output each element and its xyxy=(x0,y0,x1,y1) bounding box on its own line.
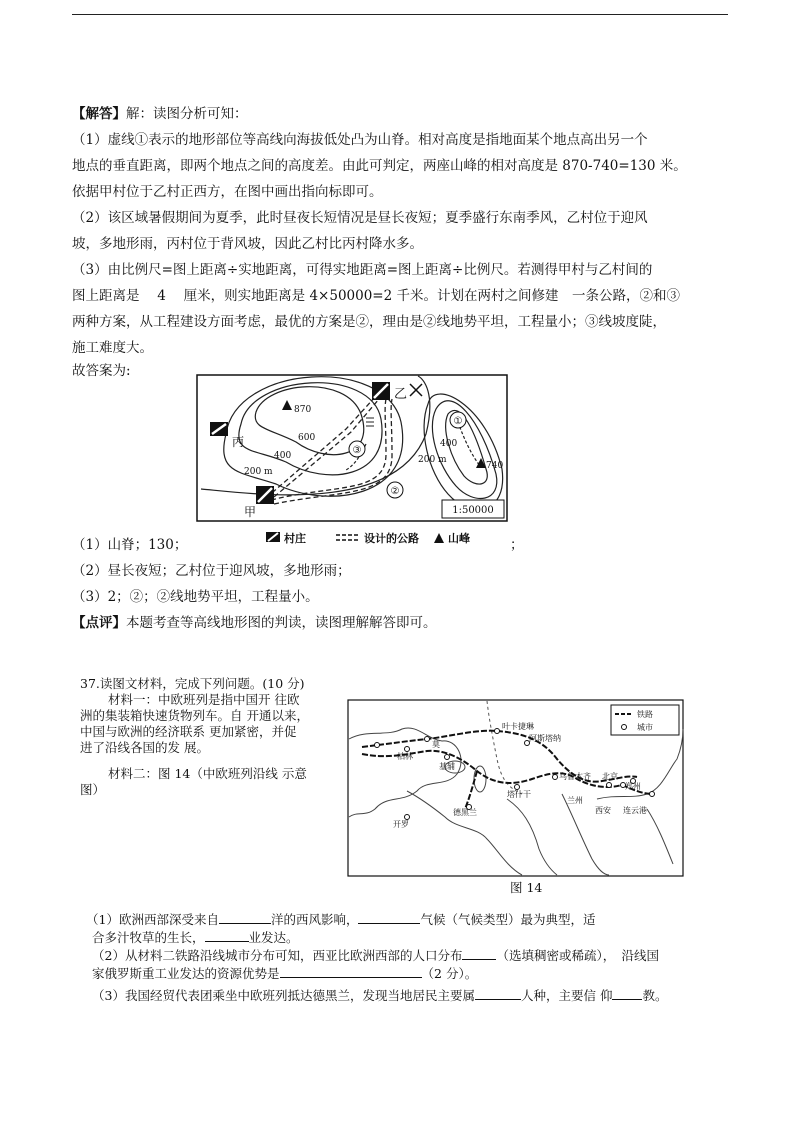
answer-p1-line2: 地点的垂直距离，即两个地点之间的高度差。由此可判定，两座山峰的相对高度是 870-740=130 米。 xyxy=(72,158,687,174)
q2-blank-density[interactable] xyxy=(462,946,496,960)
answer-p2-line1: （2）该区域暑假期间为夏季，此时昼夜长短情况是昼长夜短；夏季盛行东南季风，乙村位于迎风 xyxy=(72,210,648,226)
q3-text-b: 人种，主要信 仰 xyxy=(520,988,613,1003)
answer-p2-line2: 坡，多地形雨，丙村位于背风坡，因此乙村比丙村降水多。 xyxy=(72,236,423,252)
q3-text-c: 教。 xyxy=(642,988,668,1003)
comment xyxy=(72,614,437,632)
city-label: 阿斯塔纳 xyxy=(529,734,561,743)
material1-line1: 材料一：中欧班列是指中国开 往欧 xyxy=(108,692,300,707)
legend-peak-icon xyxy=(434,533,444,543)
city-label: 乌鲁木齐 xyxy=(559,772,591,781)
q37-sub2-line2 xyxy=(92,964,477,982)
material2-line2: 图） xyxy=(80,782,106,797)
contour-600-label: 600 xyxy=(298,433,316,443)
city-label: 北京 xyxy=(602,772,618,781)
village-jia-icon xyxy=(256,486,274,504)
city-label: 柏林 xyxy=(397,752,413,761)
answer-intro-text: 解：读图分析可知： xyxy=(126,106,248,122)
q1-text-l2b: 业发达。 xyxy=(248,930,299,945)
peak-870-label: 870 xyxy=(294,405,312,415)
comment-heading: 【点评】 xyxy=(72,615,126,631)
answer-3: （3）2；②；②线地势平坦，工程量小。 xyxy=(72,589,319,605)
city-label: 兰州 xyxy=(567,796,583,805)
answer-p1-line1: （1）虚线①表示的地形部位等高线向海拔低处凸为山脊。相对高度是指地面某个地点高出另一个 xyxy=(72,132,648,148)
q1-blank-ocean[interactable] xyxy=(219,910,271,924)
legend-city-label: 城市 xyxy=(637,723,653,732)
q37-sub3 xyxy=(92,986,667,1004)
q1-text-l2a: 合多汁牧草的生长， xyxy=(92,930,205,945)
city-label: 郑州 xyxy=(625,782,641,791)
city-label: 西安 xyxy=(595,806,611,815)
q37-sub1-line1 xyxy=(86,910,596,928)
q2-text-l2b: （2 分）。 xyxy=(421,966,478,981)
contour-400-label: 400 xyxy=(274,451,292,461)
comment-text: 本题考查等高线地形图的判读，读图理解解答即可。 xyxy=(126,615,437,631)
answer-heading: 【解答】 xyxy=(72,106,126,122)
material2-line1: 材料二：图 14（中欧班列沿线 示意 xyxy=(108,766,307,781)
q1-blank-climate[interactable] xyxy=(358,910,420,924)
city-label: 叶卡捷琳 xyxy=(502,722,534,731)
contour-map-figure xyxy=(196,374,508,552)
village-bing-icon xyxy=(210,422,228,436)
answer-p3-line2: 图上距离是 4 厘米，则实地距离是 4×50000=2 千米。计划在两村之间修建 一条公路，②和③ xyxy=(72,288,680,304)
answer-p1-line3: 依据甲村位于乙村正西方，在图中画出指向标即可。 xyxy=(72,184,383,200)
city-label: 开罗 xyxy=(393,820,409,829)
peak-740-label: 740 xyxy=(486,461,504,471)
header-rule xyxy=(72,14,728,15)
contour-200-label-right: 200 m xyxy=(418,455,447,465)
route-1-label: ① xyxy=(453,416,463,427)
q2-blank-resource[interactable] xyxy=(280,964,422,978)
material1-line4: 进了沿线各国的发 展。 xyxy=(80,740,209,755)
legend-village-icon xyxy=(266,532,280,542)
village-bing-label: 丙 xyxy=(232,435,245,449)
q37-sub2-line1 xyxy=(92,946,659,964)
answer-p3-line4: 施工难度大。 xyxy=(72,340,153,356)
material1-line2: 洲的集装箱快速货物列车。自 开通以来， xyxy=(80,708,309,723)
q1-text-a: （1）欧洲西部深受来自 xyxy=(86,912,219,927)
q3-blank-race[interactable] xyxy=(475,986,521,1000)
q2-text-b: （选填稠密或稀疏）， 沿线国 xyxy=(496,948,659,963)
city-label: 塔什干 xyxy=(507,790,531,799)
q1-blank-industry[interactable] xyxy=(205,928,249,942)
route-3-label: ③ xyxy=(352,445,362,456)
q3-blank-religion[interactable] xyxy=(612,986,642,1000)
scale-label: 1:50000 xyxy=(452,505,494,516)
q3-text-a: （3）我国经贸代表团乘坐中欧班列抵达德黑兰，发现当地居民主要属 xyxy=(92,988,475,1003)
village-yi-label: 乙 xyxy=(394,387,408,402)
q2-text-l2a: 家俄罗斯重工业发达的资源优势是 xyxy=(92,966,280,981)
contour-400-label-right: 400 xyxy=(440,439,458,449)
contour-200-label: 200 m xyxy=(244,467,273,477)
figure14-caption: 图 14 xyxy=(510,880,543,895)
q37-title: 37.读图文材料，完成下列问题。(10 分) xyxy=(80,676,305,691)
answer-2: （2）昼长夜短；乙村位于迎风坡，多地形雨； xyxy=(72,563,351,579)
village-yi-icon xyxy=(372,382,390,400)
final-answer-label: 故答案为: xyxy=(72,363,131,379)
legend-road-icon xyxy=(336,535,358,540)
legend-rail-label: 铁路 xyxy=(637,710,653,719)
china-europe-rail-map xyxy=(347,699,684,877)
city-label: 连云港 xyxy=(623,806,647,815)
q2-text-a: （2）从材料二铁路沿线城市分布可知，西亚比欧洲西部的人口分布 xyxy=(92,948,463,963)
city-label: 基辅 xyxy=(439,762,455,771)
answer-p3-line3: 两种方案，从工程建设方面考虑，最优的方案是②，理由是②线地势平坦，工程量小；③线坡度陡， xyxy=(72,314,666,330)
answer-1: （1）山脊；130； xyxy=(72,537,188,553)
legend-road-label: 设计的公路 xyxy=(364,532,419,545)
q37-sub1-line2 xyxy=(92,928,299,946)
answer-intro xyxy=(72,105,248,123)
legend-peak-label: 山峰 xyxy=(448,532,470,545)
village-jia-label: 甲 xyxy=(244,505,257,519)
legend-city-icon xyxy=(622,725,627,730)
city-label: 莫 xyxy=(432,740,440,749)
q1-text-b: 洋的西风影响， xyxy=(270,912,359,927)
legend-village-label: 村庄 xyxy=(284,532,306,545)
answer-1-end: ； xyxy=(510,537,524,553)
q1-text-c: 气候（气候类型）最为典型，适 xyxy=(420,912,596,927)
route-2-label: ② xyxy=(390,486,400,497)
answer-p3-line1: （3）由比例尺=图上距离÷实地距离，可得实地距离=图上距离÷比例尺。若测得甲村与乙村间的 xyxy=(72,262,653,278)
city-label: 德黑兰 xyxy=(453,808,477,817)
material1-line3: 中国与欧洲的经济联系 更加紧密，并促 xyxy=(80,724,297,739)
